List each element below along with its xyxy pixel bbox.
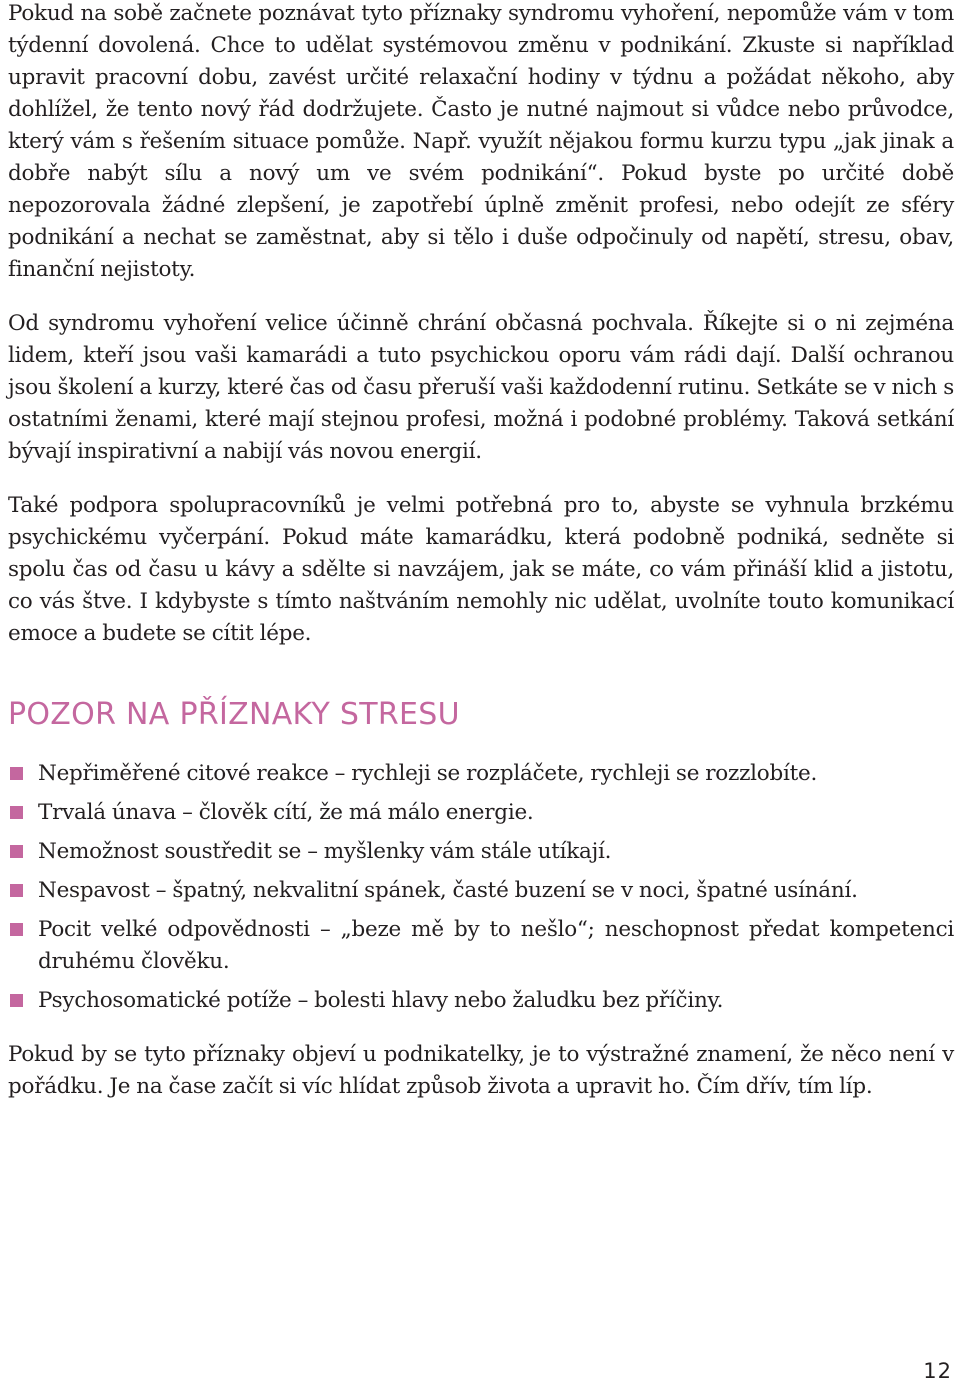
square-bullet-icon: [10, 884, 23, 897]
square-bullet-icon: [10, 806, 23, 819]
section-heading: POZOR NA PŘÍZNAKY STRESU: [8, 697, 460, 732]
list-item: [8, 875, 954, 907]
list-item-text: Pocit velké odpovědnosti – „beze mě by to nešlo“; neschopnost předat kompetenci druhému člověku.: [38, 917, 954, 974]
list-item: [8, 985, 954, 1017]
list-item-text: Nepřiměřené citové reakce – rychleji se rozpláčete, rychleji se rozzlobíte.: [38, 761, 818, 786]
list-item-text: Psychosomatické potíže – bolesti hlavy nebo žaludku bez příčiny.: [38, 988, 724, 1013]
document-page: [8, 0, 954, 1125]
list-item: [8, 836, 954, 868]
list-item-text: Trvalá únava – člověk cítí, že má málo energie.: [38, 800, 534, 825]
paragraph-closing: Pokud by se tyto příznaky objeví u podnikatelky, je to výstražné znamení, že něco není v pořádku. Je na čase začít si víc hlídat způsob života a upravit ho. Čím dřív, tím líp.: [8, 1042, 954, 1099]
list-item: [8, 914, 954, 978]
list-item-text: Nespavost – špatný, nekvalitní spánek, časté buzení se v noci, špatné usínání.: [38, 878, 858, 903]
list-item-text: Nemožnost soustředit se – myšlenky vám stále utíkají.: [38, 839, 612, 864]
square-bullet-icon: [10, 923, 23, 936]
paragraph-praise-protection: Od syndromu vyhoření velice účinně chrání občasná pochvala. Říkejte si o ni zejména lidem, kteří jsou vaši kamarádi a tuto psychickou oporu vám rádi dají. Další ochranou jsou školení a kurzy, které čas od času přeruší vaši každodenní rutinu. Setkáte se v nich s ostatními ženami, které mají stejnou profesi, možná i podobné problémy. Taková setkání bývají inspirativní a nabijí vás novou energií.: [8, 311, 954, 464]
list-item: [8, 758, 954, 790]
stress-symptoms-list: [8, 758, 954, 1017]
page-number: 12: [923, 1359, 952, 1383]
square-bullet-icon: [10, 767, 23, 780]
square-bullet-icon: [10, 845, 23, 858]
paragraph-coworker-support: Také podpora spolupracovníků je velmi potřebná pro to, abyste se vyhnula brzkému psychickému vyčerpání. Pokud máte kamarádku, která podobně podniká, sedněte si spolu čas od času u kávy a sdělte si navzájem, jak se máte, co vám přináší klid a jistotu, co vás štve. I kdybyste s tímto naštváním nemohly nic udělat, uvolníte touto komunikací emoce a budete se cítit lépe.: [8, 493, 954, 646]
paragraph-burnout-change: Pokud na sobě začnete poznávat tyto příznaky syndromu vyhoření, nepomůže vám v tom týdenní dovolená. Chce to udělat systémovou změnu v podnikání. Zkuste si například upravit pracovní dobu, zavést určité relaxační hodiny v týdnu a požádat někoho, aby dohlížel, že tento nový řád dodržujete. Často je nutné najmout si vůdce nebo průvodce, který vám s řešením situace pomůže. Např. využít nějakou formu kurzu typu „jak jinak a dobře nabýt sílu a nový um ve svém podnikání“. Pokud byste po určité době nepozorovala žádné zlepšení, je zapotřebí úplně změnit profesi, nebo odejít ze sféry podnikání a nechat se zaměstnat, aby si tělo i duše odpočinuly od napětí, stresu, obav, finanční nejistoty.: [8, 1, 954, 282]
square-bullet-icon: [10, 994, 23, 1007]
list-item: [8, 797, 954, 829]
